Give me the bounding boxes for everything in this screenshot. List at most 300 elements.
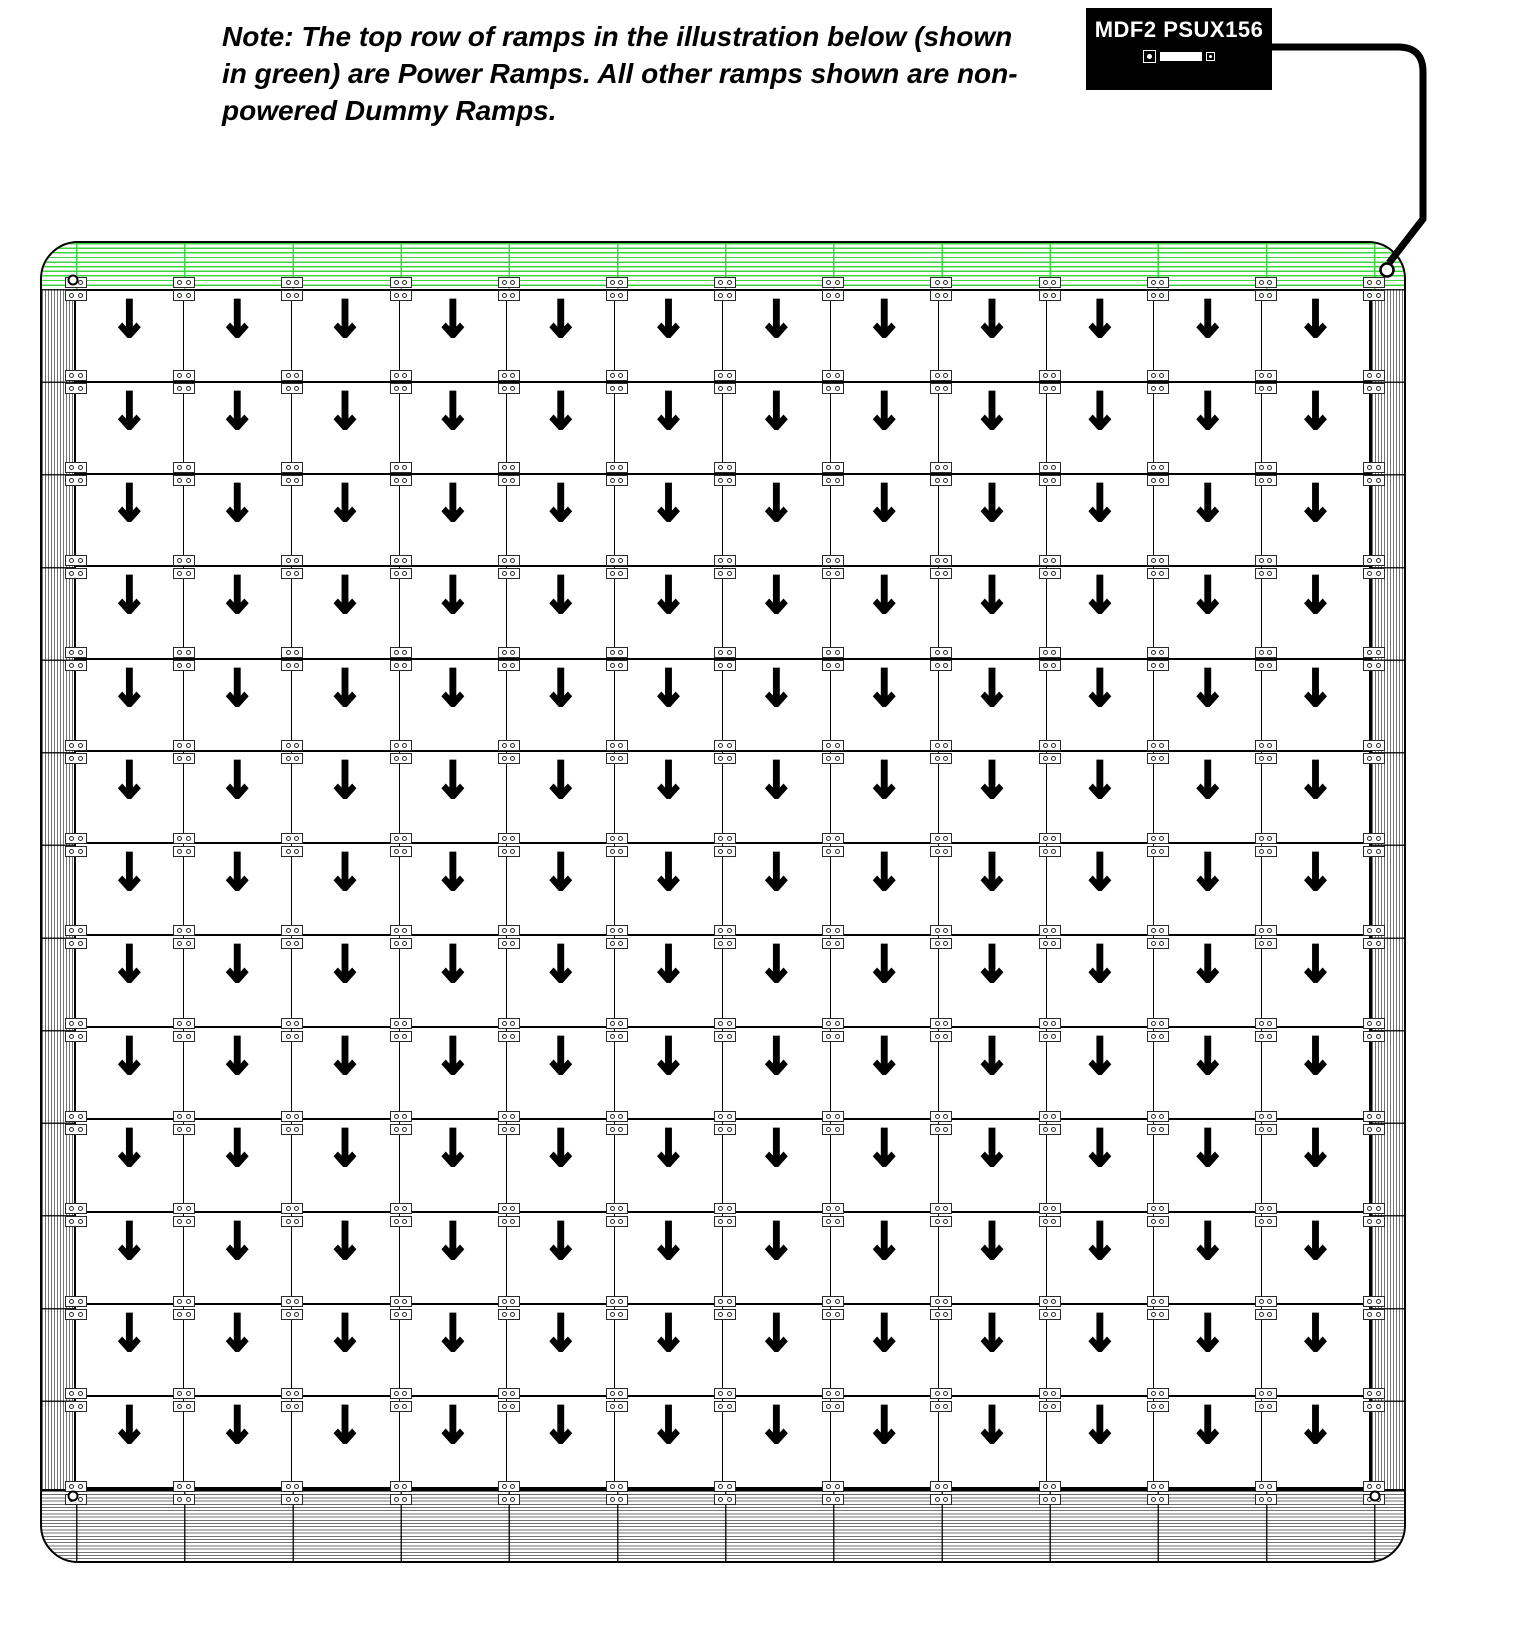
down-arrow-icon: ↓	[217, 657, 257, 718]
down-arrow-icon: ↓	[110, 749, 149, 810]
dummy-ramp-tile	[615, 567, 723, 659]
down-arrow-icon: ↓	[110, 565, 149, 626]
down-arrow-icon: ↓	[1296, 657, 1335, 718]
dummy-ramp-tile	[76, 1394, 184, 1489]
dummy-ramp-tile	[184, 567, 292, 659]
down-arrow-icon: ↓	[325, 657, 365, 718]
dummy-ramp-tile	[939, 657, 1047, 752]
dummy-ramp-tile	[76, 1302, 184, 1397]
down-arrow-icon: ↓	[110, 288, 149, 350]
down-arrow-icon: ↓	[217, 933, 257, 995]
down-arrow-icon: ↓	[864, 749, 904, 810]
bottom-edge-ramp	[42, 1489, 1404, 1561]
down-arrow-icon: ↓	[1080, 933, 1120, 995]
down-arrow-icon: ↓	[110, 933, 149, 995]
dummy-ramp-tile	[831, 749, 939, 844]
dummy-ramp-tile	[831, 1025, 939, 1120]
down-arrow-icon: ↓	[757, 1394, 796, 1456]
down-arrow-icon: ↓	[217, 288, 257, 350]
dummy-ramp-tile	[615, 749, 723, 844]
down-arrow-icon: ↓	[864, 933, 904, 995]
down-arrow-icon: ↓	[649, 749, 688, 810]
dummy-ramp-tile	[615, 933, 723, 1028]
dummy-ramp-tile	[939, 1302, 1047, 1397]
down-arrow-icon: ↓	[1080, 1118, 1120, 1179]
down-arrow-icon: ↓	[1188, 1025, 1228, 1087]
down-arrow-icon: ↓	[649, 1210, 688, 1271]
dummy-ramp-tile	[292, 475, 400, 567]
power-ramp-row	[42, 243, 1404, 289]
down-arrow-icon: ↓	[972, 473, 1012, 534]
down-arrow-icon: ↓	[110, 657, 149, 718]
down-arrow-icon: ↓	[757, 933, 796, 995]
dummy-ramp-tile	[1047, 933, 1155, 1028]
dummy-ramp-tile	[400, 1025, 508, 1120]
dummy-ramp-tile	[184, 1120, 292, 1212]
down-arrow-icon: ↓	[325, 1302, 365, 1363]
dummy-ramp-tile	[1154, 841, 1262, 936]
dummy-ramp-tile	[76, 288, 184, 383]
down-arrow-icon: ↓	[864, 473, 904, 534]
down-arrow-icon: ↓	[649, 1302, 688, 1363]
down-arrow-icon: ↓	[1080, 1394, 1120, 1456]
dummy-ramp-tile	[1047, 657, 1155, 752]
down-arrow-icon: ↓	[1188, 288, 1228, 350]
dummy-ramp-tile	[1047, 1394, 1155, 1489]
down-arrow-icon: ↓	[325, 1025, 365, 1087]
psu-plug-icon	[1086, 50, 1272, 63]
down-arrow-icon: ↓	[1296, 841, 1335, 903]
down-arrow-icon: ↓	[217, 749, 257, 810]
dummy-ramp-tile	[76, 749, 184, 844]
dummy-ramp-tile	[831, 288, 939, 383]
down-arrow-icon: ↓	[972, 1025, 1012, 1087]
down-arrow-icon: ↓	[433, 1210, 473, 1271]
down-arrow-icon: ↓	[1188, 841, 1228, 903]
down-arrow-icon: ↓	[541, 565, 581, 626]
down-arrow-icon: ↓	[649, 473, 688, 534]
down-arrow-icon: ↓	[1080, 380, 1120, 442]
dummy-ramp-tile	[831, 475, 939, 567]
down-arrow-icon: ↓	[972, 749, 1012, 810]
dummy-ramp-tile	[292, 1210, 400, 1305]
dummy-ramp-tile	[292, 1394, 400, 1489]
dummy-ramp-tile	[184, 933, 292, 1028]
dummy-ramp-tile	[1154, 657, 1262, 752]
down-arrow-icon: ↓	[864, 1302, 904, 1363]
corner-connector-dot	[68, 1491, 79, 1502]
down-arrow-icon: ↓	[110, 1210, 149, 1271]
dummy-ramp-tile	[831, 1120, 939, 1212]
down-arrow-icon: ↓	[757, 1302, 796, 1363]
down-arrow-icon: ↓	[1188, 657, 1228, 718]
down-arrow-icon: ↓	[1080, 473, 1120, 534]
down-arrow-icon: ↓	[541, 749, 581, 810]
dummy-ramp-tile	[400, 933, 508, 1028]
dummy-ramp-tile	[400, 1394, 508, 1489]
down-arrow-icon: ↓	[1080, 288, 1120, 350]
dummy-ramp-tile	[184, 1025, 292, 1120]
dummy-ramp-tile	[615, 1394, 723, 1489]
dummy-ramp-tile	[723, 933, 831, 1028]
dummy-ramp-tile	[400, 1210, 508, 1305]
down-arrow-icon: ↓	[649, 1394, 688, 1456]
down-arrow-icon: ↓	[1296, 473, 1335, 534]
down-arrow-icon: ↓	[757, 749, 796, 810]
dummy-ramp-tile	[1047, 1210, 1155, 1305]
dummy-ramp-tile	[400, 380, 508, 475]
down-arrow-icon: ↓	[217, 473, 257, 534]
down-arrow-icon: ↓	[757, 657, 796, 718]
down-arrow-icon: ↓	[325, 749, 365, 810]
down-arrow-icon: ↓	[864, 1394, 904, 1456]
dummy-ramp-tile	[184, 1394, 292, 1489]
dummy-ramp-tile	[1262, 1394, 1370, 1489]
down-arrow-icon: ↓	[1296, 749, 1335, 810]
dummy-ramp-tile	[1154, 933, 1262, 1028]
dummy-ramp-tile	[76, 475, 184, 567]
down-arrow-icon: ↓	[217, 841, 257, 903]
down-arrow-icon: ↓	[864, 841, 904, 903]
dummy-ramp-tile	[1262, 567, 1370, 659]
dummy-ramp-tile	[1154, 1394, 1262, 1489]
down-arrow-icon: ↓	[972, 933, 1012, 995]
down-arrow-icon: ↓	[757, 1025, 796, 1087]
down-arrow-icon: ↓	[1296, 288, 1335, 350]
dummy-ramp-tile	[292, 749, 400, 844]
dummy-ramp-tile	[400, 475, 508, 567]
dummy-ramp-tile	[1262, 841, 1370, 936]
dummy-ramp-tile	[615, 1302, 723, 1397]
down-arrow-icon: ↓	[864, 565, 904, 626]
down-arrow-icon: ↓	[433, 933, 473, 995]
down-arrow-icon: ↓	[110, 1394, 149, 1456]
dummy-ramp-tile	[1154, 749, 1262, 844]
dummy-ramp-tile	[507, 475, 615, 567]
dummy-ramp-tile	[1047, 1302, 1155, 1397]
down-arrow-icon: ↓	[757, 380, 796, 442]
corner-connector-dot	[1370, 1491, 1381, 1502]
dummy-ramp-tile	[507, 657, 615, 752]
down-arrow-icon: ↓	[1188, 1302, 1228, 1363]
down-arrow-icon: ↓	[1080, 1302, 1120, 1363]
dummy-ramp-tile	[723, 1025, 831, 1120]
down-arrow-icon: ↓	[1080, 841, 1120, 903]
down-arrow-icon: ↓	[217, 380, 257, 442]
down-arrow-icon: ↓	[325, 1210, 365, 1271]
dummy-ramp-tile	[1262, 1025, 1370, 1120]
down-arrow-icon: ↓	[649, 1025, 688, 1087]
down-arrow-icon: ↓	[649, 933, 688, 995]
dummy-ramp-tile	[615, 1025, 723, 1120]
dummy-ramp-tile	[400, 1302, 508, 1397]
down-arrow-icon: ↓	[110, 473, 149, 534]
down-arrow-icon: ↓	[1080, 1025, 1120, 1087]
down-arrow-icon: ↓	[1080, 1210, 1120, 1271]
down-arrow-icon: ↓	[110, 1302, 149, 1363]
dummy-ramp-tile	[184, 749, 292, 844]
dummy-ramp-tile	[184, 841, 292, 936]
dummy-ramp-tile	[723, 380, 831, 475]
dummy-ramp-tile	[507, 380, 615, 475]
dummy-ramp-tile	[184, 1210, 292, 1305]
dummy-ramp-tile	[1154, 1210, 1262, 1305]
dummy-ramp-tile	[184, 475, 292, 567]
dummy-ramp-tile	[939, 933, 1047, 1028]
down-arrow-icon: ↓	[1188, 1118, 1228, 1179]
down-arrow-icon: ↓	[1296, 1210, 1335, 1271]
down-arrow-icon: ↓	[110, 1025, 149, 1087]
down-arrow-icon: ↓	[649, 841, 688, 903]
down-arrow-icon: ↓	[433, 749, 473, 810]
down-arrow-icon: ↓	[1188, 749, 1228, 810]
down-arrow-icon: ↓	[541, 473, 581, 534]
dummy-ramp-tile	[292, 657, 400, 752]
dummy-ramp-tile	[507, 1302, 615, 1397]
dummy-ramp-tile	[184, 657, 292, 752]
down-arrow-icon: ↓	[325, 1394, 365, 1456]
down-arrow-icon: ↓	[1296, 380, 1335, 442]
plug-terminal-icon	[1206, 52, 1215, 61]
dummy-ramp-tile	[507, 288, 615, 383]
dummy-ramp-tile	[1154, 1302, 1262, 1397]
dummy-ramp-tile	[723, 1394, 831, 1489]
down-arrow-icon: ↓	[757, 1210, 796, 1271]
down-arrow-icon: ↓	[1296, 1302, 1335, 1363]
dummy-ramp-tile	[723, 1120, 831, 1212]
down-arrow-icon: ↓	[217, 1302, 257, 1363]
down-arrow-icon: ↓	[864, 1118, 904, 1179]
down-arrow-icon: ↓	[864, 1025, 904, 1087]
down-arrow-icon: ↓	[1080, 565, 1120, 626]
dummy-ramp-tile	[831, 1210, 939, 1305]
down-arrow-icon: ↓	[864, 1210, 904, 1271]
down-arrow-icon: ↓	[433, 288, 473, 350]
down-arrow-icon: ↓	[325, 288, 365, 350]
plug-terminal-icon	[1143, 50, 1156, 63]
dummy-ramp-tile	[723, 841, 831, 936]
down-arrow-icon: ↓	[110, 841, 149, 903]
dummy-ramp-tile	[1154, 380, 1262, 475]
dummy-ramp-tile	[400, 567, 508, 659]
down-arrow-icon: ↓	[433, 1025, 473, 1087]
down-arrow-icon: ↓	[433, 565, 473, 626]
down-arrow-icon: ↓	[972, 1394, 1012, 1456]
down-arrow-icon: ↓	[1080, 657, 1120, 718]
down-arrow-icon: ↓	[972, 1210, 1012, 1271]
down-arrow-icon: ↓	[217, 1118, 257, 1179]
down-arrow-icon: ↓	[864, 380, 904, 442]
down-arrow-icon: ↓	[541, 933, 581, 995]
dummy-ramp-tile	[400, 288, 508, 383]
dummy-ramp-tile	[184, 1302, 292, 1397]
dummy-ramp-tile	[615, 841, 723, 936]
down-arrow-icon: ↓	[217, 1394, 257, 1456]
down-arrow-icon: ↓	[433, 1394, 473, 1456]
dummy-ramp-tile	[939, 1120, 1047, 1212]
left-edge-ramp	[42, 289, 76, 1489]
dummy-ramp-tile	[76, 567, 184, 659]
down-arrow-icon: ↓	[110, 1118, 149, 1179]
dummy-ramp-tile	[939, 1394, 1047, 1489]
dummy-ramp-tile	[507, 1025, 615, 1120]
dummy-ramp-tile	[1262, 749, 1370, 844]
down-arrow-icon: ↓	[1188, 565, 1228, 626]
down-arrow-icon: ↓	[1296, 565, 1335, 626]
down-arrow-icon: ↓	[649, 1118, 688, 1179]
plug-bar-icon	[1160, 52, 1202, 61]
dummy-ramp-tile	[615, 475, 723, 567]
dummy-ramp-tile	[76, 1210, 184, 1305]
down-arrow-icon: ↓	[757, 565, 796, 626]
down-arrow-icon: ↓	[649, 657, 688, 718]
dummy-ramp-tile	[831, 841, 939, 936]
dummy-ramp-tile	[1262, 288, 1370, 383]
note-text: Note: The top row of ramps in the illustration below (shown in green) are Power Ramps. All other ramps shown are non-powered Dummy Ramps.	[222, 21, 1018, 127]
dummy-ramp-tile	[1154, 475, 1262, 567]
dummy-ramp-tile	[723, 1302, 831, 1397]
dummy-ramp-tile	[292, 1302, 400, 1397]
dummy-ramp-tile	[831, 1394, 939, 1489]
dummy-ramp-tile	[939, 288, 1047, 383]
down-arrow-icon: ↓	[541, 288, 581, 350]
dummy-ramp-tile	[292, 288, 400, 383]
down-arrow-icon: ↓	[972, 841, 1012, 903]
dummy-ramp-tile	[507, 749, 615, 844]
down-arrow-icon: ↓	[1188, 473, 1228, 534]
right-edge-ramp	[1370, 289, 1404, 1489]
dummy-ramp-tile	[1262, 1210, 1370, 1305]
psu-label-text: MDF2 PSUX156	[1094, 17, 1264, 42]
down-arrow-icon: ↓	[541, 1118, 581, 1179]
dummy-ramp-tile	[831, 567, 939, 659]
down-arrow-icon: ↓	[217, 1025, 257, 1087]
down-arrow-icon: ↓	[541, 657, 581, 718]
dummy-ramp-tile	[292, 1025, 400, 1120]
down-arrow-icon: ↓	[972, 380, 1012, 442]
down-arrow-icon: ↓	[110, 380, 149, 442]
down-arrow-icon: ↓	[433, 380, 473, 442]
dummy-ramp-tile	[292, 567, 400, 659]
down-arrow-icon: ↓	[325, 565, 365, 626]
down-arrow-icon: ↓	[541, 1210, 581, 1271]
dummy-ramp-tile	[615, 1120, 723, 1212]
dummy-ramp-tile	[1262, 475, 1370, 567]
down-arrow-icon: ↓	[1296, 1025, 1335, 1087]
dummy-ramp-tile	[507, 1394, 615, 1489]
down-arrow-icon: ↓	[541, 380, 581, 442]
dummy-ramp-tile	[400, 841, 508, 936]
dummy-ramp-tile	[292, 841, 400, 936]
dummy-ramp-tile	[831, 657, 939, 752]
down-arrow-icon: ↓	[541, 1025, 581, 1087]
down-arrow-icon: ↓	[1188, 1210, 1228, 1271]
dummy-ramp-tile	[507, 1120, 615, 1212]
down-arrow-icon: ↓	[433, 1302, 473, 1363]
dummy-ramp-tile	[615, 657, 723, 752]
dummy-ramp-tile	[723, 288, 831, 383]
dummy-ramp-tile	[1047, 841, 1155, 936]
dummy-ramp-tile	[723, 1210, 831, 1305]
dummy-ramp-tile	[831, 933, 939, 1028]
down-arrow-icon: ↓	[1296, 1118, 1335, 1179]
down-arrow-icon: ↓	[972, 657, 1012, 718]
dummy-ramp-tile	[615, 380, 723, 475]
cable-line	[1272, 47, 1423, 263]
tile-grid	[76, 289, 1370, 1489]
down-arrow-icon: ↓	[757, 841, 796, 903]
dummy-ramp-tile	[292, 380, 400, 475]
dummy-ramp-tile	[939, 1210, 1047, 1305]
dummy-ramp-tile	[1154, 288, 1262, 383]
dummy-ramp-tile	[507, 567, 615, 659]
down-arrow-icon: ↓	[972, 565, 1012, 626]
dummy-ramp-tile	[1047, 1120, 1155, 1212]
dummy-ramp-tile	[1262, 933, 1370, 1028]
dummy-ramp-tile	[292, 933, 400, 1028]
dummy-ramp-tile	[1154, 1025, 1262, 1120]
down-arrow-icon: ↓	[864, 657, 904, 718]
down-arrow-icon: ↓	[864, 288, 904, 350]
down-arrow-icon: ↓	[325, 841, 365, 903]
down-arrow-icon: ↓	[649, 565, 688, 626]
dummy-ramp-tile	[939, 567, 1047, 659]
down-arrow-icon: ↓	[1188, 933, 1228, 995]
dummy-ramp-tile	[1047, 475, 1155, 567]
down-arrow-icon: ↓	[972, 288, 1012, 350]
dummy-ramp-tile	[939, 749, 1047, 844]
dummy-ramp-tile	[507, 1210, 615, 1305]
dummy-ramp-tile	[184, 380, 292, 475]
dummy-ramp-tile	[1154, 1120, 1262, 1212]
dummy-ramp-tile	[76, 657, 184, 752]
down-arrow-icon: ↓	[1188, 380, 1228, 442]
dummy-ramp-tile	[723, 475, 831, 567]
dummy-ramp-tile	[292, 1120, 400, 1212]
dummy-ramp-tile	[939, 1025, 1047, 1120]
down-arrow-icon: ↓	[757, 473, 796, 534]
dummy-ramp-tile	[615, 288, 723, 383]
dummy-ramp-tile	[1047, 567, 1155, 659]
dummy-ramp-tile	[1262, 380, 1370, 475]
dummy-ramp-tile	[1047, 1025, 1155, 1120]
down-arrow-icon: ↓	[1188, 1394, 1228, 1456]
down-arrow-icon: ↓	[217, 565, 257, 626]
dummy-ramp-tile	[507, 933, 615, 1028]
dummy-ramp-tile	[1262, 1302, 1370, 1397]
down-arrow-icon: ↓	[325, 1118, 365, 1179]
down-arrow-icon: ↓	[972, 1302, 1012, 1363]
corner-connector-dot	[68, 275, 79, 286]
down-arrow-icon: ↓	[541, 1302, 581, 1363]
down-arrow-icon: ↓	[757, 288, 796, 350]
down-arrow-icon: ↓	[433, 841, 473, 903]
dummy-ramp-tile	[400, 657, 508, 752]
dummy-ramp-tile	[76, 933, 184, 1028]
down-arrow-icon: ↓	[541, 1394, 581, 1456]
dummy-ramp-tile	[723, 657, 831, 752]
down-arrow-icon: ↓	[541, 841, 581, 903]
dummy-ramp-tile	[1047, 380, 1155, 475]
down-arrow-icon: ↓	[1080, 749, 1120, 810]
down-arrow-icon: ↓	[433, 473, 473, 534]
dummy-ramp-tile	[615, 1210, 723, 1305]
dummy-ramp-tile	[939, 380, 1047, 475]
down-arrow-icon: ↓	[433, 657, 473, 718]
dummy-ramp-tile	[1047, 288, 1155, 383]
dummy-ramp-tile	[939, 841, 1047, 936]
dummy-ramp-tile	[184, 288, 292, 383]
